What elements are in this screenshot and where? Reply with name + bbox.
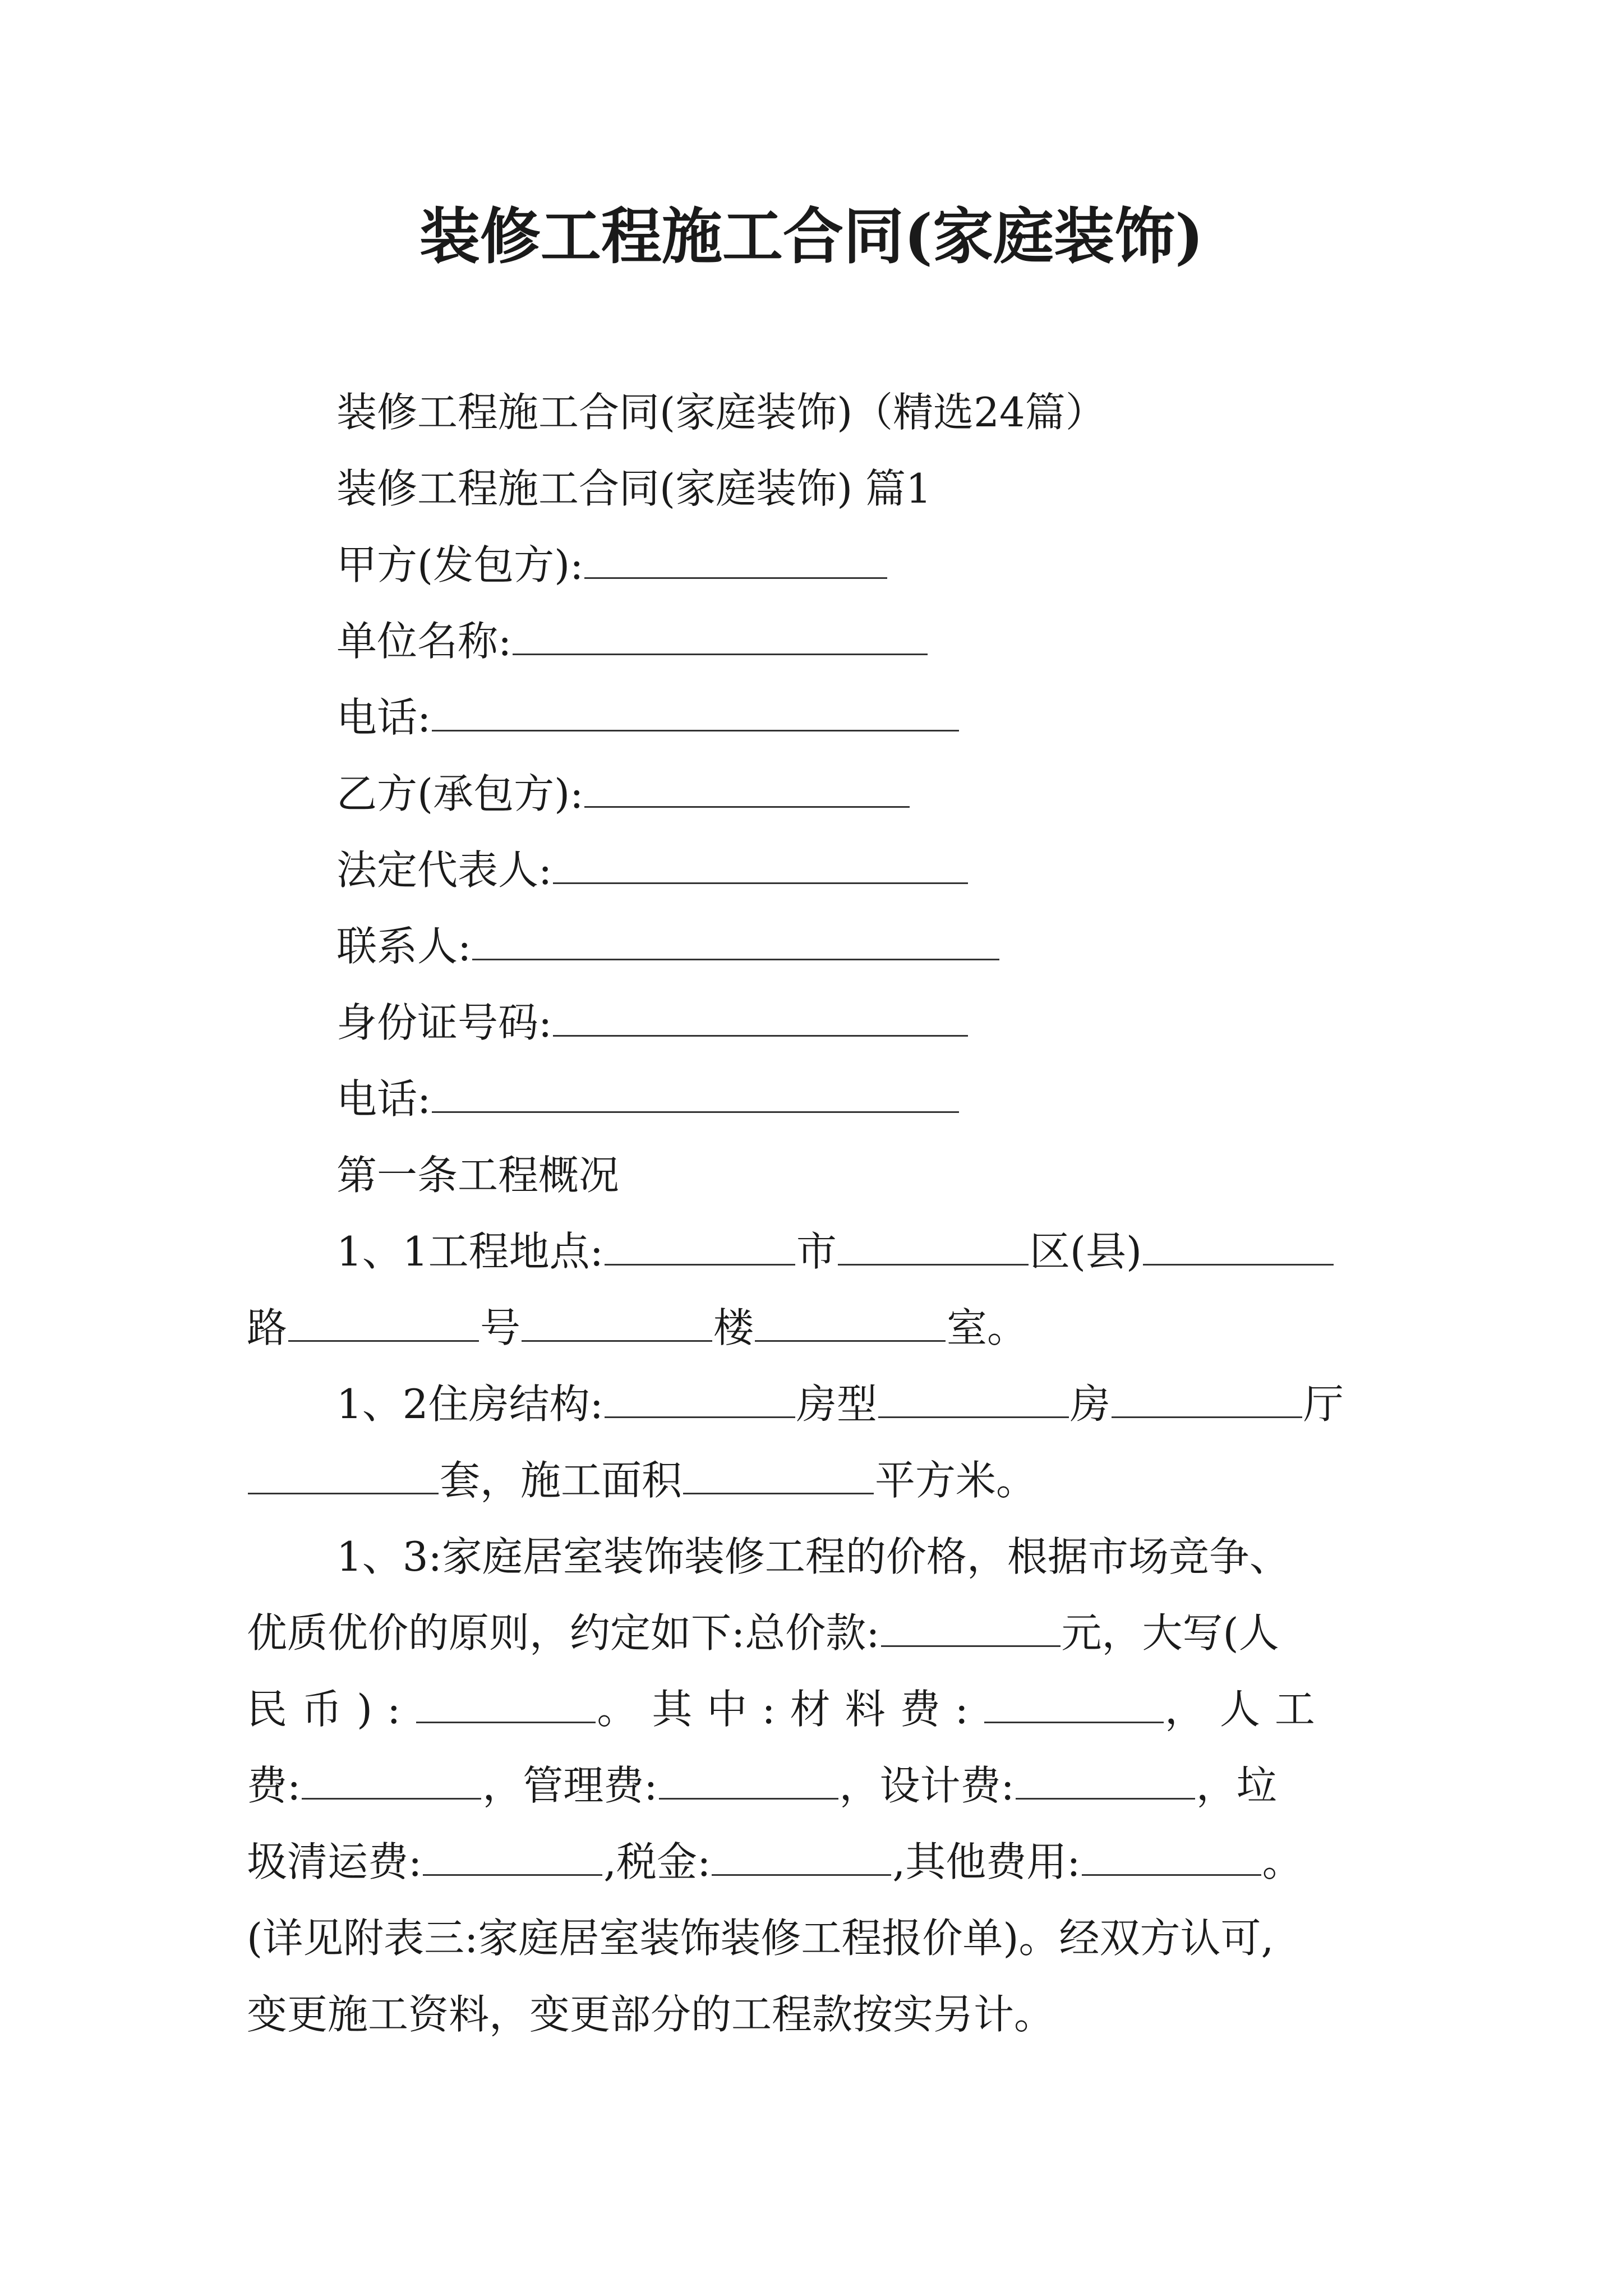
blank-line — [248, 1457, 439, 1494]
text: 民币): — [247, 1686, 416, 1733]
blank-line — [513, 618, 928, 655]
text: 元，大写(人 — [1061, 1609, 1279, 1657]
field-label: 身份证号码: — [336, 999, 552, 1046]
blank-line — [302, 1762, 481, 1800]
field-id-number — [336, 997, 969, 1048]
blank-line — [423, 1838, 602, 1876]
text: 路 — [247, 1304, 288, 1351]
text: ,其他费用: — [892, 1838, 1081, 1885]
blank-line — [432, 694, 959, 731]
blank-line — [472, 923, 999, 960]
clause-1-2-line1 — [336, 1379, 1344, 1429]
text: 套，施工面积 — [440, 1457, 683, 1504]
text: 楼 — [713, 1304, 754, 1351]
clause-1-3-line1: 1、3:家庭居室装饰装修工程的价格，根据市场竞争、 — [336, 1533, 1290, 1580]
article-heading: 第一条工程概况 — [336, 1152, 620, 1199]
blank-line — [1143, 1228, 1334, 1266]
field-party-b — [336, 769, 911, 819]
blank-line — [1082, 1838, 1261, 1876]
field-label: 电话: — [336, 694, 431, 741]
blank-line — [755, 1304, 946, 1342]
field-label: 单位名称: — [336, 618, 512, 665]
text: 区(县) — [1029, 1228, 1142, 1275]
blank-line — [522, 1304, 712, 1342]
blank-line — [605, 1381, 795, 1418]
text: 费: — [247, 1762, 301, 1809]
blank-line — [683, 1457, 874, 1494]
blank-line — [878, 1381, 1069, 1418]
text: 平方米。 — [875, 1457, 1037, 1504]
text: 厅 — [1303, 1381, 1344, 1428]
blank-line — [659, 1762, 838, 1800]
blank-line — [1016, 1762, 1195, 1800]
text: 房 — [1069, 1381, 1110, 1428]
blank-line — [584, 770, 910, 808]
clause-1-1-line2 — [247, 1303, 1027, 1353]
text: 。其中:材料费: — [597, 1686, 983, 1733]
blank-line — [712, 1838, 891, 1876]
clause-1-3-line7: 变更施工资料，变更部分的工程款按实另计。 — [247, 1991, 1055, 2038]
blank-line — [288, 1304, 479, 1342]
field-phone-a — [336, 692, 960, 743]
blank-line — [838, 1228, 1029, 1266]
blank-line — [432, 1075, 959, 1113]
field-label: 乙方(承包方): — [336, 770, 584, 817]
text: ，垃 — [1196, 1762, 1277, 1809]
text: 房型 — [796, 1381, 877, 1428]
field-unit-name — [336, 616, 929, 666]
text: ,税金: — [603, 1838, 711, 1885]
clause-1-3-line2 — [247, 1608, 1279, 1658]
blank-line — [881, 1609, 1061, 1647]
field-contact — [336, 921, 1000, 972]
text: ，管理费: — [482, 1762, 658, 1809]
text: 市 — [796, 1228, 837, 1275]
section-heading: 装修工程施工合同(家庭装饰) 篇1 — [336, 465, 932, 512]
blank-line — [1112, 1381, 1302, 1418]
blank-line — [584, 541, 887, 579]
field-label: 联系人: — [336, 923, 472, 970]
text: 优质优价的原则，约定如下:总价款: — [247, 1609, 880, 1657]
blank-line — [553, 999, 968, 1037]
text: ，设计费: — [839, 1762, 1015, 1809]
document-title: 装修工程施工合同(家庭装饰) — [419, 201, 1204, 272]
field-party-a — [336, 540, 888, 590]
field-label: 电话: — [336, 1075, 431, 1122]
field-phone-b — [336, 1074, 960, 1124]
clause-1-2-line2 — [247, 1455, 1036, 1506]
clause-1-3-line4 — [247, 1760, 1277, 1811]
subtitle: 装修工程施工合同(家庭装饰)（精选24篇） — [336, 389, 1106, 436]
text: 。 — [1262, 1838, 1303, 1885]
field-label: 法定代表人: — [336, 846, 552, 894]
text: 1、1工程地点: — [336, 1228, 603, 1275]
text: 1、2住房结构: — [336, 1381, 603, 1428]
field-legal-rep — [336, 845, 969, 895]
blank-line — [416, 1686, 596, 1723]
text: ，人工 — [1164, 1686, 1330, 1733]
blank-line — [553, 846, 968, 884]
clause-1-3-line5 — [247, 1837, 1303, 1887]
blank-line — [984, 1686, 1164, 1723]
clause-1-3-line6: (详见附表三:家庭居室装饰装修工程报价单)。经双方认可, — [247, 1915, 1274, 1962]
text: 室。 — [947, 1304, 1028, 1351]
blank-line — [605, 1228, 795, 1266]
text: 号 — [480, 1304, 521, 1351]
clause-1-3-line3 — [247, 1684, 1330, 1734]
text: 圾清运费: — [247, 1838, 422, 1885]
field-label: 甲方(发包方): — [336, 541, 584, 588]
clause-1-1-line1 — [336, 1226, 1335, 1277]
